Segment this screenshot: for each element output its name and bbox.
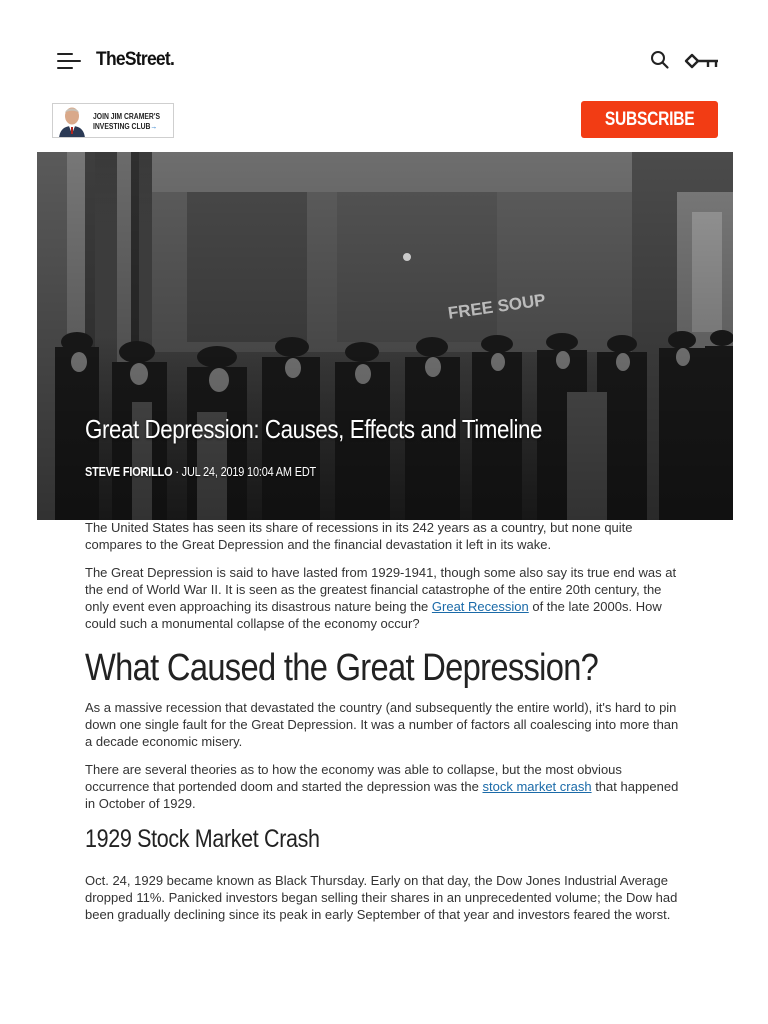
paragraph-text: The Great Depression is said to have lasted from 1929-1941, though some also say its true end was at the end of World War II. It is seen as the greatest financial catastrophe of the entire 20th century, the only event even approaching its disastrous nature being the [85, 565, 677, 614]
search-icon[interactable] [650, 50, 670, 70]
subsection-heading: 1929 Stock Market Crash [85, 825, 320, 853]
section-heading: What Caused the Great Depression? [85, 647, 599, 689]
site-header [55, 40, 720, 80]
investing-club-banner[interactable] [52, 103, 174, 138]
investing-club-line1: JOIN JIM CRAMER'S [93, 112, 160, 121]
cramer-avatar [55, 104, 89, 138]
article-paragraph: Oct. 24, 1929 became known as Black Thursday. Early on that day, the Dow Jones Industrial Average dropped 11%. Panicked investors began selling their shares in an unprecedented volume; the Dow had been gradually declining since its peak in early September of that year and investors feared the worst. [85, 873, 678, 922]
site-logo[interactable]: TheStreet. [96, 49, 175, 70]
subscribe-button[interactable] [581, 101, 718, 138]
hero-image [37, 152, 733, 520]
article-paragraph: The United States has seen its share of recessions in its 242 years as a country, but none quite compares to the Great Depression and the financial devastation it left in its wake. [85, 520, 633, 552]
key-icon[interactable] [684, 52, 720, 70]
arrow-right-icon: → [150, 122, 158, 131]
paragraph-text: of the late 2000s. How could such a monumental collapse of the economy occur? [85, 599, 662, 631]
article-title: Great Depression: Causes, Effects and Timeline [85, 414, 543, 444]
article-paragraph [85, 761, 685, 812]
subscribe-label: SUBSCRIBE [604, 108, 695, 130]
investing-club-line2: INVESTING CLUB [93, 122, 151, 131]
publish-date: JUL 24, 2019 10:04 AM EDT [181, 464, 317, 479]
article-paragraph [85, 564, 685, 632]
paragraph-text: There are several theories as to how the economy was able to collapse, but the most obvious occurrence that portended doom and started the depression was the [85, 762, 622, 794]
menu-icon[interactable] [57, 51, 81, 71]
stock-market-crash-link[interactable]: stock market crash [482, 779, 592, 794]
article-body [85, 519, 685, 923]
article-byline [85, 464, 316, 479]
author-name[interactable]: STEVE FIORILLO [85, 464, 173, 479]
article-paragraph: As a massive recession that devastated the country (and subsequently the entire world), it's hard to pin down one single fault for the Great Depression. It was a number of factors all coalescing into more than a decade economic misery. [85, 700, 679, 749]
paragraph-text: that happened in October of 1929. [85, 779, 679, 811]
byline-separator: · [172, 464, 182, 479]
investing-club-text [93, 112, 160, 132]
great-recession-link[interactable]: Great Recession [431, 599, 529, 614]
